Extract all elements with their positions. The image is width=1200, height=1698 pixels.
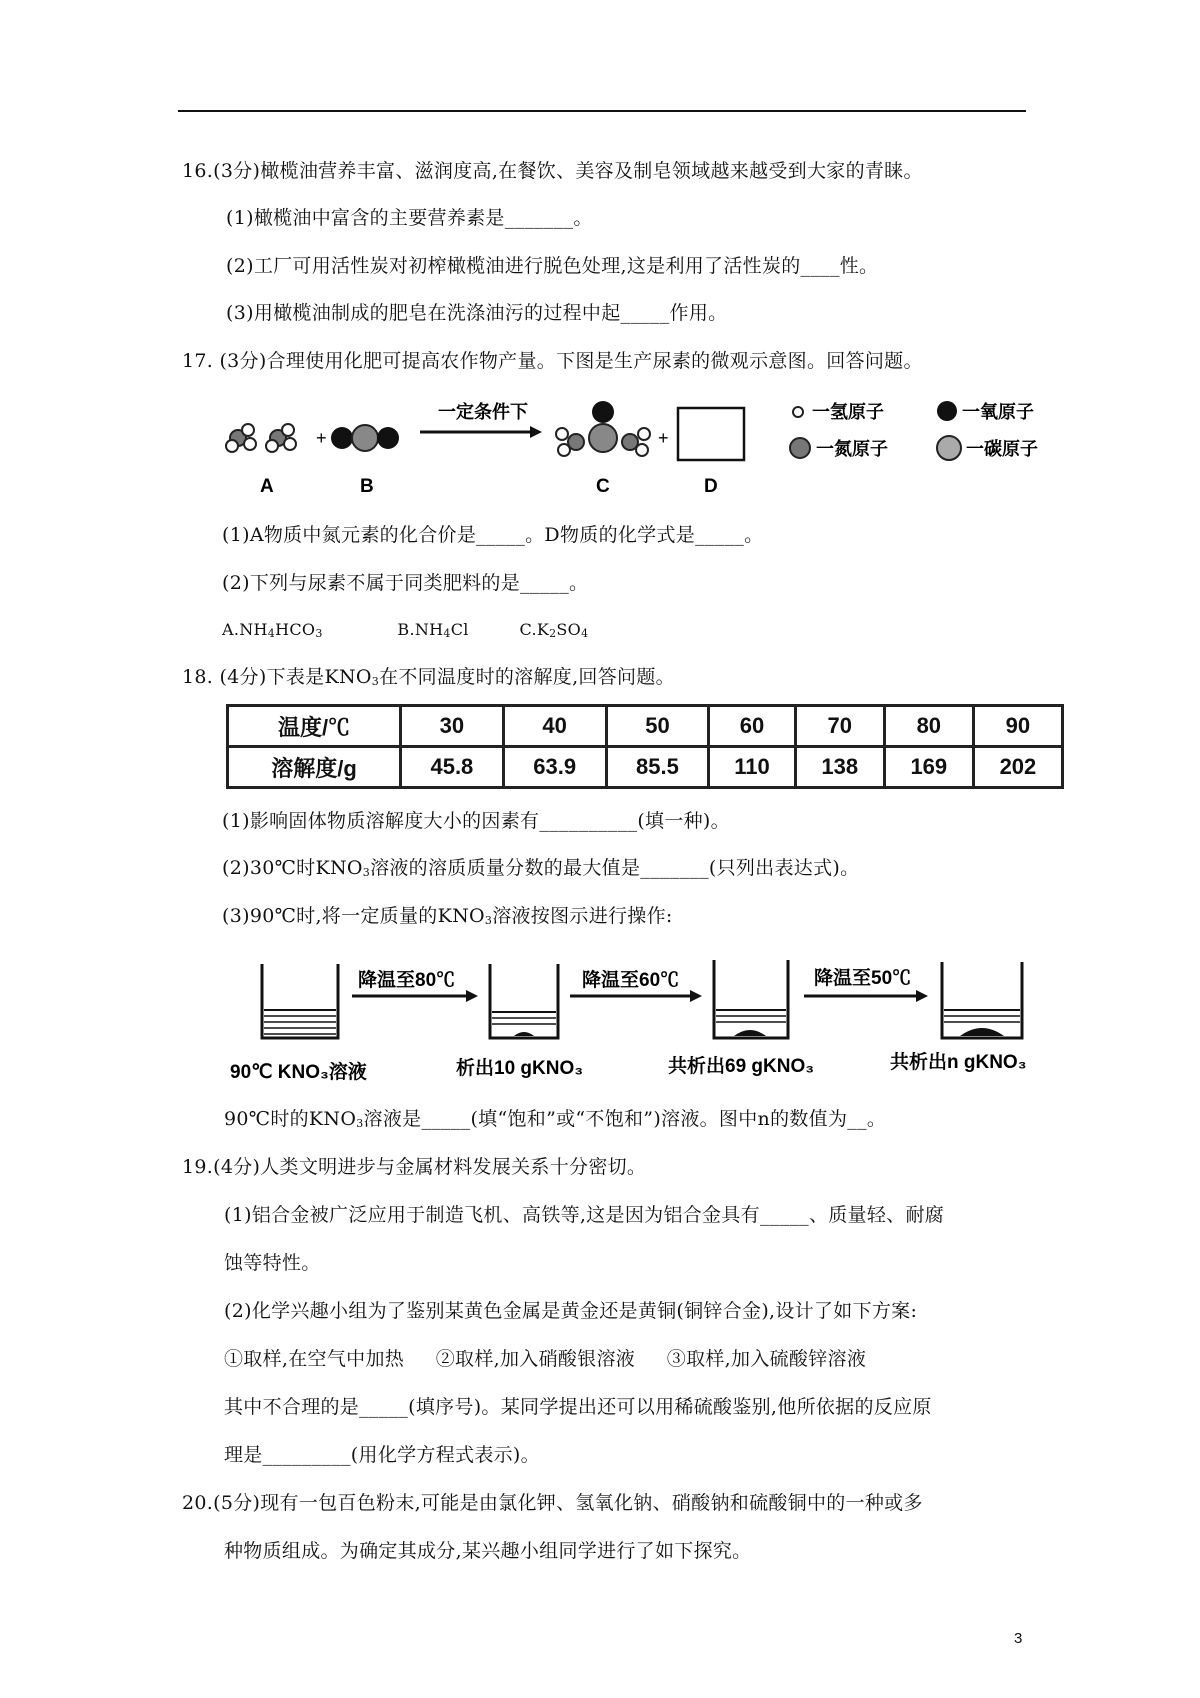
atom-legend bbox=[790, 401, 1038, 460]
table-cell: 30 bbox=[401, 706, 504, 747]
q19-part2: (2)化学兴趣小组为了鉴别某黄色金属是黄金还是黄铜(铜锌合金),设计了如下方案: bbox=[224, 1300, 918, 1322]
reaction-condition: 一定条件下 bbox=[438, 402, 528, 423]
cooling-process-diagram bbox=[226, 950, 1076, 1090]
q19-part1: (1)铝合金被广泛应用于制造飞机、高铁等,这是因为铝合金具有_____、质量轻、耐腐 bbox=[224, 1204, 945, 1226]
label-a: A bbox=[260, 476, 274, 497]
table-cell: 110 bbox=[709, 747, 795, 788]
q16-part2: (2)工厂可用活性炭对初榨橄榄油进行脱色处理,这是利用了活性炭的____性。 bbox=[226, 255, 879, 277]
table-cell: 70 bbox=[795, 706, 884, 747]
beaker-3 bbox=[714, 960, 788, 1038]
label-b: B bbox=[360, 476, 374, 497]
q19-stem: 19.(4分)人类文明进步与金属材料发展关系十分密切。 bbox=[182, 1156, 647, 1178]
table-header-temperature: 温度/℃ bbox=[228, 706, 401, 747]
molecule-a bbox=[226, 424, 296, 452]
table-cell: 138 bbox=[795, 747, 884, 788]
step3-label: 降温至50℃ bbox=[814, 968, 912, 989]
label-c: C bbox=[596, 476, 610, 497]
step1-label: 降温至80℃ bbox=[358, 970, 456, 991]
legend-hydrogen: 一氢原子 bbox=[812, 402, 884, 423]
table-cell: 202 bbox=[973, 747, 1062, 788]
option-b: $B.NH_4Cl$ bbox=[397, 620, 469, 640]
table-cell: 40 bbox=[503, 706, 606, 747]
option-c: $C.K_2SO_4$ bbox=[519, 620, 589, 640]
molecule-d-box bbox=[678, 408, 744, 460]
table-row-solubility bbox=[228, 747, 1063, 788]
q17-part1: (1)A物质中氮元素的化合价是_____。D物质的化学式是_____。 bbox=[222, 524, 764, 546]
legend-carbon: 一碳原子 bbox=[966, 439, 1038, 460]
q19-part3-cont: 理是_________(用化学方程式表示)。 bbox=[224, 1444, 540, 1466]
q18-stem: 18. (4分)下表是$KNO_3$在不同温度时的溶解度,回答问题。 bbox=[182, 666, 675, 688]
option-a: $A.NH_4HCO_3$ bbox=[222, 620, 323, 640]
solubility-table bbox=[226, 704, 1064, 789]
q19-plans: ①取样,在空气中加热 ②取样,加入硝酸银溶液 ③取样,加入硫酸锌溶液 bbox=[224, 1348, 867, 1370]
page-number: 3 bbox=[1014, 1630, 1023, 1647]
plus-sign: + bbox=[316, 428, 327, 448]
arrow-head-icon bbox=[466, 990, 478, 1002]
table-header-solubility: 溶解度/g bbox=[228, 747, 401, 788]
q18-part1: (1)影响固体物质溶解度大小的因素有__________(填一种)。 bbox=[222, 810, 730, 832]
q20-stem: 20.(5分)现有一包百色粉末,可能是由氯化钾、氢氧化钠、硝酸钠和硫酸铜中的一种或多 bbox=[182, 1492, 923, 1514]
plus-sign: + bbox=[658, 428, 669, 448]
q17-options bbox=[222, 617, 588, 647]
arrow-head-icon bbox=[690, 990, 702, 1002]
q17-part2: (2)下列与尿素不属于同类肥料的是_____。 bbox=[222, 572, 589, 594]
q20-stem-cont: 种物质组成。为确定其成分,某兴趣小组同学进行了如下探究。 bbox=[224, 1540, 752, 1562]
hydrogen-atom-icon bbox=[793, 407, 803, 417]
table-row-temperature bbox=[228, 706, 1063, 747]
q16-part1: (1)橄榄油中富含的主要营养素是_______。 bbox=[226, 207, 593, 229]
table-cell: 90 bbox=[973, 706, 1062, 747]
urea-reaction-diagram bbox=[220, 392, 1040, 502]
oxygen-atom-icon bbox=[937, 401, 957, 421]
caption-2: 析出10 gKNO₃ bbox=[456, 1058, 584, 1079]
q18-part4: 90℃时的$KNO_3$溶液是_____(填“饱和”或“不饱和”)溶液。图中n的数值为__。 bbox=[224, 1108, 887, 1130]
carbon-atom-icon bbox=[937, 436, 961, 460]
q16-part3: (3)用橄榄油制成的肥皂在洗涤油污的过程中起_____作用。 bbox=[226, 302, 728, 324]
q16-stem: 16.(3分)橄榄油营养丰富、滋润度高,在餐饮、美容及制皂领域越来越受到大家的青睐。 bbox=[182, 160, 923, 182]
step2-label: 降温至60℃ bbox=[582, 970, 680, 991]
q18-part2: (2)30℃时$KNO_3$溶液的溶质质量分数的最大值是_______(只列出表达式)。 bbox=[222, 857, 860, 879]
beaker-2 bbox=[490, 964, 558, 1038]
q18-part3: (3)90℃时,将一定质量的$KNO_3$溶液按图示进行操作: bbox=[222, 905, 673, 927]
arrow-head-icon bbox=[530, 426, 542, 438]
table-cell: 45.8 bbox=[401, 747, 504, 788]
caption-3: 共析出69 gKNO₃ bbox=[668, 1056, 815, 1077]
table-cell: 63.9 bbox=[503, 747, 606, 788]
caption-4: 共析出n gKNO₃ bbox=[890, 1052, 1027, 1073]
legend-nitrogen: 一氮原子 bbox=[816, 439, 888, 460]
arrow-head-icon bbox=[916, 990, 928, 1002]
table-cell: 60 bbox=[709, 706, 795, 747]
q19-part3: 其中不合理的是_____(填序号)。某同学提出还可以用稀硫酸鉴别,他所依据的反应原 bbox=[224, 1396, 932, 1418]
table-cell: 80 bbox=[884, 706, 973, 747]
table-cell: 50 bbox=[606, 706, 709, 747]
table-cell: 169 bbox=[884, 747, 973, 788]
label-d: D bbox=[704, 476, 718, 497]
molecule-c bbox=[556, 401, 650, 456]
molecule-b bbox=[331, 425, 399, 451]
caption-1: 90℃ KNO₃溶液 bbox=[230, 1062, 367, 1083]
nitrogen-atom-icon bbox=[790, 438, 810, 458]
table-cell: 85.5 bbox=[606, 747, 709, 788]
q17-stem: 17. (3分)合理使用化肥可提高农作物产量。下图是生产尿素的微观示意图。回答问题。 bbox=[182, 350, 923, 372]
legend-oxygen: 一氧原子 bbox=[962, 402, 1034, 423]
beaker-1 bbox=[262, 964, 338, 1038]
header-rule bbox=[178, 110, 1026, 112]
beaker-4 bbox=[942, 962, 1022, 1038]
q19-part1-cont: 蚀等特性。 bbox=[224, 1252, 321, 1274]
